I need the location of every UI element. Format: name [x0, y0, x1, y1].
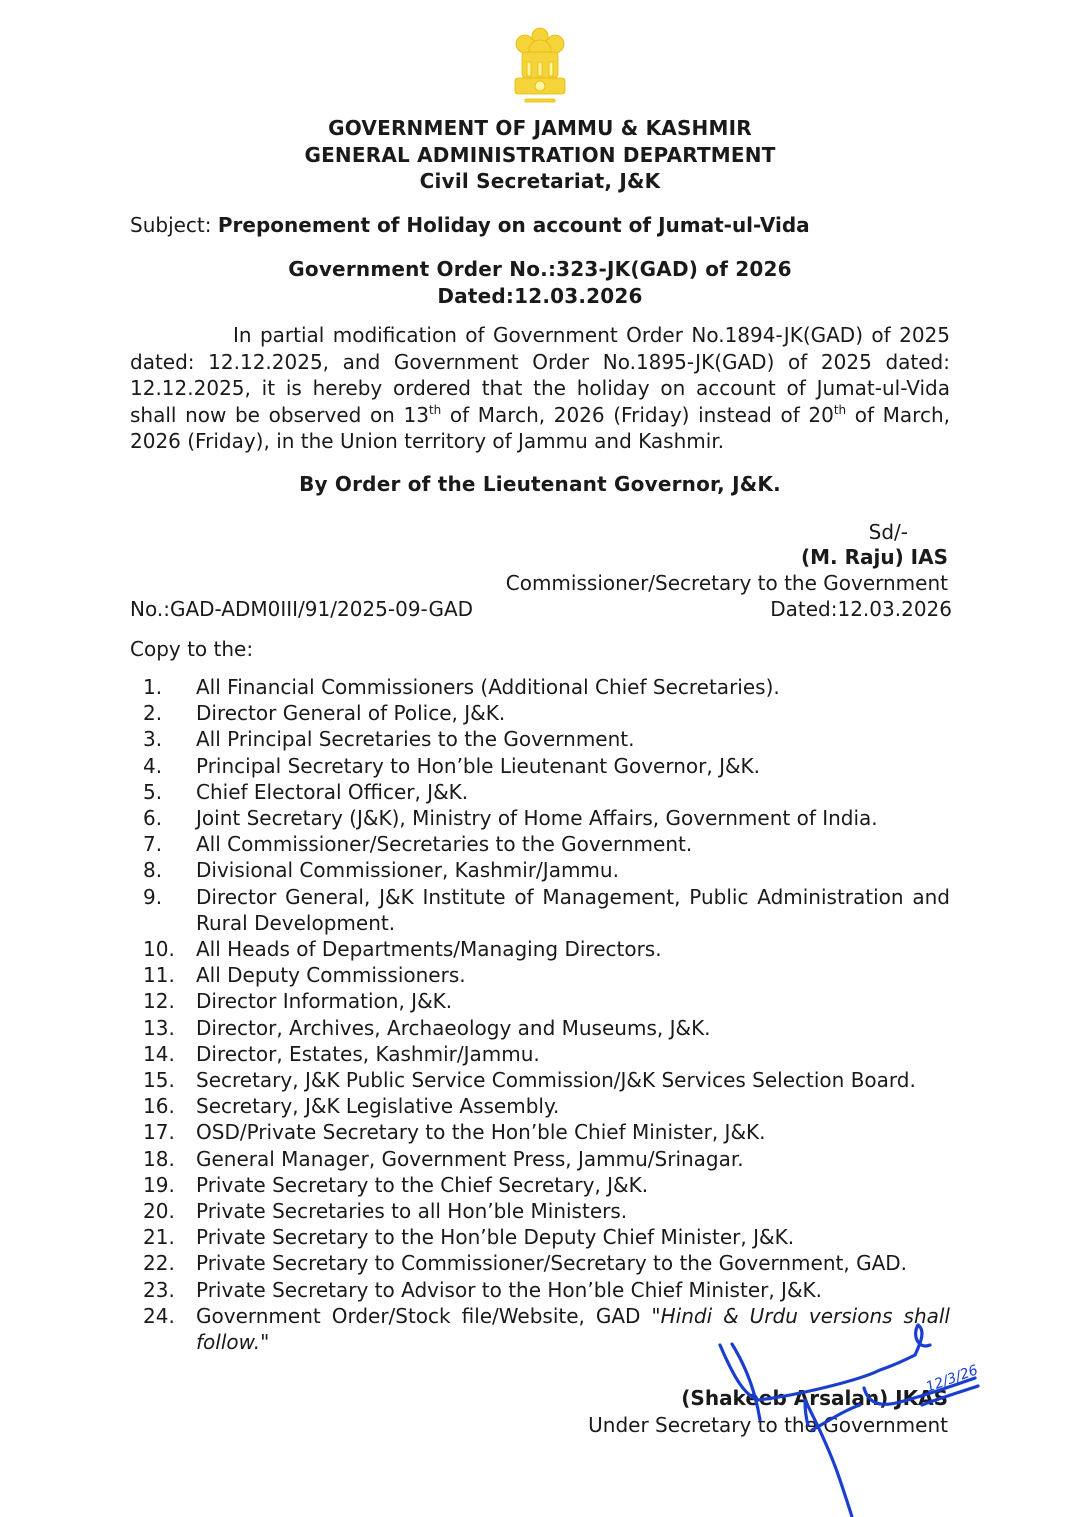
- copy-to-item-number: 5.: [143, 779, 163, 804]
- handwritten-date: 12/3/26: [923, 1362, 981, 1396]
- copy-to-item: [130, 988, 950, 1014]
- copy-to-item-number: 3.: [143, 727, 163, 752]
- copy-to-item-number: 7.: [143, 832, 163, 857]
- language-note: "Hindi & Urdu versions shall follow.": [196, 1303, 950, 1355]
- copy-to-label: Copy to the:: [130, 637, 254, 661]
- copy-to-item-text: OSD/Private Secretary to the Hon’ble Chief Minister, J&K.: [196, 1120, 766, 1145]
- copy-to-item-number: 16.: [143, 1094, 175, 1119]
- copy-to-item-number: 14.: [143, 1041, 175, 1066]
- reference-number: No.:GAD-ADM0III/91/2025-09-GAD: [130, 597, 474, 621]
- copy-to-item-number: 10.: [143, 937, 175, 962]
- copy-to-item-text: Director, Archives, Archaeology and Museums, J&K.: [196, 1015, 711, 1040]
- copy-to-item-text: Private Secretary to Advisor to the Hon’ble Chief Minister, J&K.: [196, 1277, 823, 1302]
- copy-to-list: [130, 674, 950, 1355]
- copy-to-item: [130, 1067, 950, 1093]
- copy-to-item-number: 24.: [143, 1303, 175, 1328]
- subject-label: Subject:: [130, 213, 212, 237]
- copy-to-item-text: Chief Electoral Officer, J&K.: [196, 779, 469, 804]
- copy-to-item-text: Divisional Commissioner, Kashmir/Jammu.: [196, 858, 619, 883]
- copy-to-item-text: All Principal Secretaries to the Government.: [196, 727, 635, 752]
- copy-to-item-text: Secretary, J&K Public Service Commission/J&K Services Selection Board.: [196, 1068, 916, 1093]
- copy-to-item-number: 2.: [143, 701, 163, 726]
- copy-to-item: [130, 962, 950, 988]
- copy-to-item-text: Principal Secretary to Hon’ble Lieutenant Governor, J&K.: [196, 753, 761, 778]
- signatory2-designation: Under Secretary to the Government: [588, 1413, 948, 1437]
- copy-to-item-number: 4.: [143, 753, 163, 778]
- national-emblem-icon: [505, 22, 575, 112]
- copy-to-item-text: Joint Secretary (J&K), Ministry of Home Affairs, Government of India.: [196, 806, 878, 831]
- copy-to-item-text: Government Order/Stock file/Website, GAD "Hindi & Urdu versions shall follow.": [196, 1303, 950, 1355]
- copy-to-item: [130, 1277, 950, 1303]
- copy-to-item-number: 21.: [143, 1225, 175, 1250]
- copy-to-item: [130, 936, 950, 962]
- copy-to-item: [130, 753, 950, 779]
- copy-to-item-number: 12.: [143, 989, 175, 1014]
- reference-date: Dated:12.03.2026: [770, 597, 952, 621]
- signatory2-name: (Shakeeb Arsalan) JKAS: [681, 1386, 948, 1410]
- copy-to-item: [130, 700, 950, 726]
- copy-to-item-number: 11.: [143, 963, 175, 988]
- copy-to-item-number: 23.: [143, 1277, 175, 1302]
- copy-to-item: [130, 726, 950, 752]
- subject-line: [130, 213, 810, 237]
- copy-to-item-number: 20.: [143, 1199, 175, 1224]
- copy-to-item: [130, 805, 950, 831]
- header-department: GENERAL ADMINISTRATION DEPARTMENT: [304, 143, 776, 167]
- header-office: Civil Secretariat, J&K: [419, 169, 661, 193]
- copy-to-item-text: General Manager, Government Press, Jammu/Srinagar.: [196, 1146, 744, 1171]
- copy-to-item: [130, 1041, 950, 1067]
- copy-to-item-text: Private Secretaries to all Hon’ble Ministers.: [196, 1199, 628, 1224]
- copy-to-item: [130, 1224, 950, 1250]
- copy-to-item-text: Director Information, J&K.: [196, 989, 453, 1014]
- copy-to-item-text: All Heads of Departments/Managing Directors.: [196, 937, 662, 962]
- copy-to-item-text: Secretary, J&K Legislative Assembly.: [196, 1094, 560, 1119]
- copy-to-item-number: 22.: [143, 1251, 175, 1276]
- copy-to-item-number: 8.: [143, 858, 163, 883]
- copy-to-item: [130, 1146, 950, 1172]
- order-number: Government Order No.:323-JK(GAD) of 2026: [288, 257, 792, 281]
- copy-to-item-text: Director General of Police, J&K.: [196, 701, 506, 726]
- copy-to-item-text: All Commissioner/Secretaries to the Government.: [196, 832, 693, 857]
- copy-to-item-number: 19.: [143, 1172, 175, 1197]
- copy-to-item-number: 6.: [143, 806, 163, 831]
- order-body: In partial modification of Government Order No.1894-JK(GAD) of 2025 dated: 12.12.2025, and Government Order No.1895-JK(GAD) of 2025 dated: 12.12.2025, it is hereby ordered that the holiday on account of Jumat-ul-Vida shall now be observed on 13th of March, 2026 (Friday) instead of 20th of March, 2026 (Friday), in the Union territory of Jammu and Kashmir.: [130, 323, 950, 453]
- copy-to-item: [130, 1015, 950, 1041]
- copy-to-item: [130, 831, 950, 857]
- copy-to-item: [130, 884, 950, 936]
- copy-to-item-number: 17.: [143, 1120, 175, 1145]
- copy-to-item: [130, 1303, 950, 1355]
- copy-to-item: [130, 674, 950, 700]
- copy-to-item-number: 1.: [143, 675, 163, 699]
- copy-to-item-number: 13.: [143, 1015, 175, 1040]
- copy-to-item-text: Director, Estates, Kashmir/Jammu.: [196, 1041, 540, 1066]
- copy-to-item: [130, 1198, 950, 1224]
- signatory1-name: (M. Raju) IAS: [800, 545, 948, 569]
- copy-to-item-text: Private Secretary to the Hon’ble Deputy Chief Minister, J&K.: [196, 1225, 795, 1250]
- copy-to-item-number: 15.: [143, 1068, 175, 1093]
- order-date: Dated:12.03.2026: [437, 284, 643, 308]
- copy-to-item-text: All Deputy Commissioners.: [196, 963, 466, 988]
- subject-text: Preponement of Holiday on account of Jumat-ul-Vida: [217, 213, 810, 237]
- copy-to-item-text: Director General, J&K Institute of Management, Public Administration and Rural Development.: [196, 884, 950, 935]
- by-order-line: By Order of the Lieutenant Governor, J&K.: [299, 472, 781, 496]
- sd-mark: Sd/-: [868, 520, 908, 544]
- copy-to-item: [130, 1172, 950, 1198]
- copy-to-item: [130, 1250, 950, 1276]
- copy-to-item-number: 18.: [143, 1146, 175, 1171]
- copy-to-item-text: All Financial Commissioners (Additional Chief Secretaries).: [196, 675, 780, 699]
- copy-to-item: [130, 779, 950, 805]
- copy-to-item-text: Private Secretary to Commissioner/Secretary to the Government, GAD.: [196, 1251, 908, 1276]
- signatory1-designation: Commissioner/Secretary to the Government: [505, 571, 948, 595]
- copy-to-item: [130, 857, 950, 883]
- header-government: GOVERNMENT OF JAMMU & KASHMIR: [328, 116, 752, 140]
- copy-to-item-number: 9.: [143, 884, 163, 909]
- copy-to-item-text: Private Secretary to the Chief Secretary, J&K.: [196, 1172, 649, 1197]
- copy-to-item: [130, 1093, 950, 1119]
- copy-to-item: [130, 1119, 950, 1145]
